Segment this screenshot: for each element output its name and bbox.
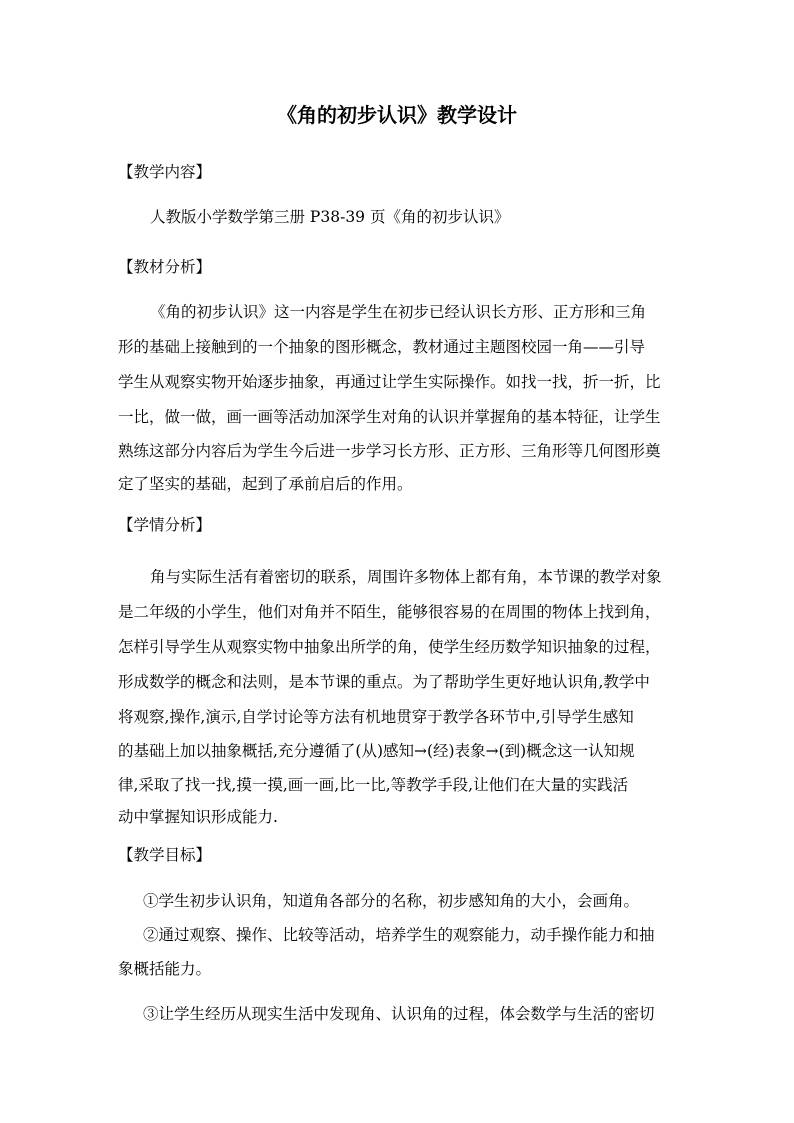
section-heading-learners: 【学情分析】 xyxy=(118,516,212,534)
textbook-line: 熟练这部分内容后为学生今后进一步学习长方形、正方形、三角形等几何图形奠 xyxy=(118,442,661,460)
learners-line: 形成数学的概念和法则，是本节课的重点。为了帮助学生更好地认识角,教学中 xyxy=(118,673,650,691)
goal-item: ②通过观察、操作、比较等活动，培养学生的观察能力，动手操作能力和抽 xyxy=(143,926,655,944)
goal-item-continuation: 象概括能力。 xyxy=(118,960,212,978)
textbook-line: 定了坚实的基础，起到了承前启后的作用。 xyxy=(118,475,413,493)
section-heading-goals: 【教学目标】 xyxy=(118,846,212,864)
learners-line: 的基础上加以抽象概括,充分遵循了(从)感知→(经)表象→(到)概念这一认知规 xyxy=(118,742,635,760)
section-heading-textbook: 【教材分析】 xyxy=(118,258,212,276)
goal-item: ①学生初步认识角，知道角各部分的名称，初步感知角的大小，会画角。 xyxy=(143,892,640,910)
textbook-line: 《角的初步认识》这一内容是学生在初步已经认识长方形、正方形和三角 xyxy=(150,303,647,321)
goal-item: ③让学生经历从现实生活中发现角、认识角的过程，体会数学与生活的密切 xyxy=(143,1005,655,1023)
learners-line: 是二年级的小学生，他们对角并不陌生，能够很容易的在周围的物体上找到角， xyxy=(118,603,661,621)
learners-line: 律,采取了找一找,摸一摸,画一画,比一比,等教学手段,让他们在大量的实践活 xyxy=(118,776,629,794)
learners-line: 角与实际生活有着密切的联系，周围许多物体上都有角，本节课的教学对象 xyxy=(150,568,662,586)
content-text: 人教版小学数学第三册 P38-39 页《角的初步认识》 xyxy=(150,208,510,226)
learners-line: 怎样引导学生从观察实物中抽象出所学的角，使学生经历数学知识抽象的过程， xyxy=(118,638,661,656)
section-heading-content: 【教学内容】 xyxy=(118,163,212,181)
learners-line: 将观察,操作,演示,自学讨论等方法有机地贯穿于教学各环节中,引导学生感知 xyxy=(118,708,634,726)
textbook-line: 学生从观察实物开始逐步抽象，再通过让学生实际操作。如找一找，折一折，比 xyxy=(118,373,661,391)
textbook-line: 一比，做一做，画一画等活动加深学生对角的认识并掌握角的基本特征，让学生 xyxy=(118,408,661,426)
textbook-line: 形的基础上接触到的一个抽象的图形概念，教材通过主题图校园一角——引导 xyxy=(118,338,646,356)
learners-line: 动中掌握知识形成能力. xyxy=(118,808,278,826)
document-title: 《角的初步认识》教学设计 xyxy=(277,103,517,127)
